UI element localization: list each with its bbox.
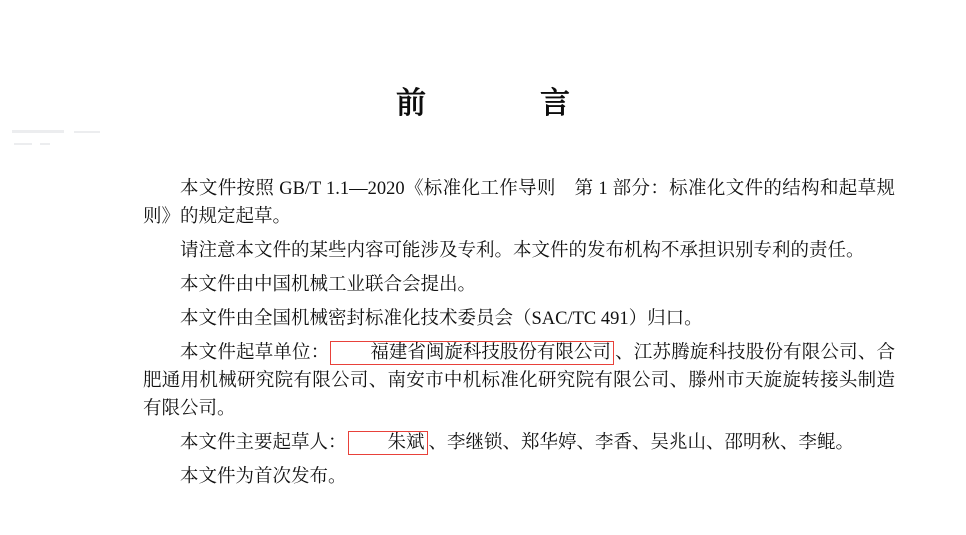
highlighted-text: 朱斌 — [348, 431, 428, 455]
paragraph-text: 本文件为首次发布。 — [180, 467, 347, 487]
paragraph — [143, 237, 895, 265]
paragraph — [143, 339, 895, 423]
paragraph — [143, 271, 895, 299]
highlighted-text: 福建省闽旋科技股份有限公司 — [330, 341, 614, 365]
scan-artifact — [40, 143, 50, 145]
paragraph-text: 本文件起草单位： — [180, 343, 330, 363]
paragraph — [143, 463, 895, 491]
scan-artifact — [74, 131, 100, 133]
paragraph-text: 请注意本文件的某些内容可能涉及专利。本文件的发布机构不承担识别专利的责任。 — [180, 241, 865, 261]
paragraph-text: 本文件主要起草人： — [180, 433, 347, 453]
paragraph — [143, 429, 895, 457]
paragraph-text: 本文件按照 GB/T 1.1—2020《标准化工作导则 第 1 部分：标准化文件的结构和起草规则》的规定起草。 — [143, 179, 895, 227]
paragraph — [143, 305, 895, 333]
paragraph — [143, 175, 895, 231]
scan-artifact — [12, 130, 64, 133]
paragraph-text: 、李继锁、郑华婷、李香、吴兆山、邵明秋、李鲲。 — [428, 433, 855, 453]
paragraph-text: 、江苏腾旋科技股份有限公司、合肥通用机械研究院有限公司、南安市中机标准化研究院有限公司、滕州市天旋旋转接头制造有限公司。 — [143, 343, 895, 419]
document-body — [143, 175, 895, 497]
page-title: 前 言 — [396, 87, 588, 120]
paragraph-text: 本文件由中国机械工业联合会提出。 — [180, 275, 477, 295]
scan-artifact — [14, 143, 32, 145]
paragraph-text: 本文件由全国机械密封标准化技术委员会（SAC/TC 491）归口。 — [180, 309, 703, 329]
